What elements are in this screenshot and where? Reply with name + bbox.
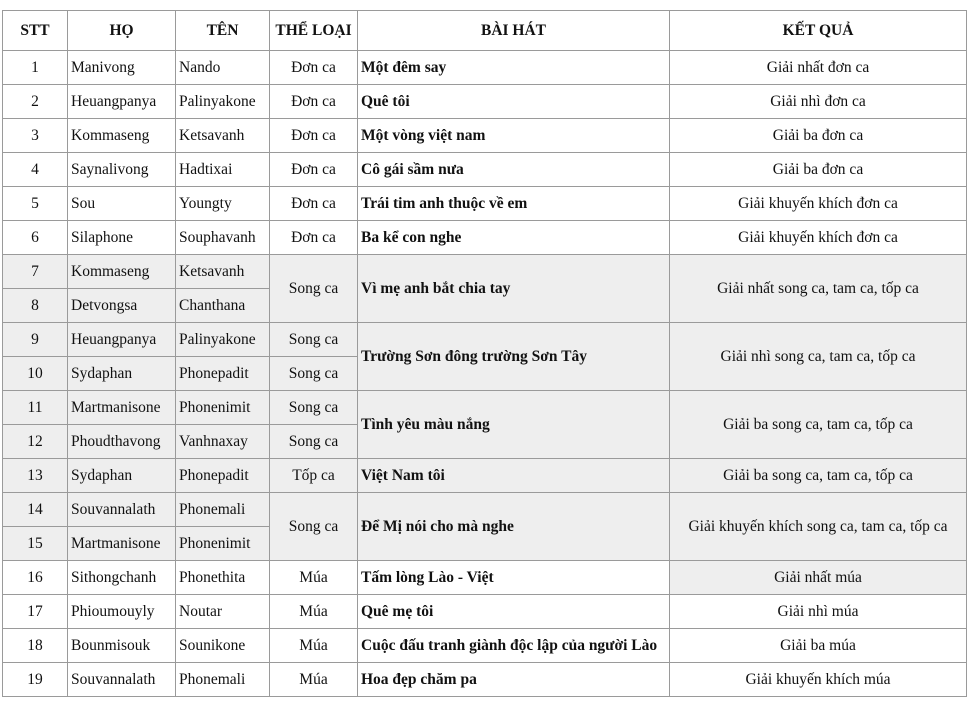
table-row (3, 493, 967, 527)
cell-bai-hat: Một đêm say (358, 51, 670, 85)
cell-stt: 3 (3, 119, 68, 153)
cell-the-loai: Đơn ca (270, 85, 358, 119)
cell-ten: Phonemali (176, 493, 270, 527)
cell-ten: Vanhnaxay (176, 425, 270, 459)
cell-bai-hat: Tấm lòng Lào - Việt (358, 561, 670, 595)
cell-the-loai: Múa (270, 663, 358, 697)
cell-ket-qua: Giải ba đơn ca (670, 153, 967, 187)
cell-stt: 10 (3, 357, 68, 391)
cell-stt: 18 (3, 629, 68, 663)
cell-ho: Silaphone (68, 221, 176, 255)
cell-ten: Noutar (176, 595, 270, 629)
cell-bai-hat: Ba kể con nghe (358, 221, 670, 255)
cell-the-loai: Song ca (270, 357, 358, 391)
table-row (3, 561, 967, 595)
cell-ho: Saynalivong (68, 153, 176, 187)
cell-ho: Sydaphan (68, 357, 176, 391)
cell-ten: Phonenimit (176, 391, 270, 425)
results-table (2, 10, 967, 697)
cell-ho: Sydaphan (68, 459, 176, 493)
cell-stt: 16 (3, 561, 68, 595)
cell-stt: 5 (3, 187, 68, 221)
cell-stt: 7 (3, 255, 68, 289)
cell-ho: Souvannalath (68, 663, 176, 697)
header-bai-hat: BÀI HÁT (358, 11, 670, 51)
cell-ho: Detvongsa (68, 289, 176, 323)
cell-bai-hat: Một vòng việt nam (358, 119, 670, 153)
cell-ket-qua: Giải khuyến khích đơn ca (670, 187, 967, 221)
cell-ten: Palinyakone (176, 85, 270, 119)
cell-the-loai: Đơn ca (270, 221, 358, 255)
cell-the-loai: Múa (270, 561, 358, 595)
cell-the-loai: Đơn ca (270, 187, 358, 221)
cell-ket-qua: Giải nhất song ca, tam ca, tốp ca (670, 255, 967, 323)
cell-bai-hat: Để Mị nói cho mà nghe (358, 493, 670, 561)
cell-the-loai: Đơn ca (270, 119, 358, 153)
cell-the-loai: Đơn ca (270, 153, 358, 187)
cell-stt: 9 (3, 323, 68, 357)
cell-the-loai: Múa (270, 595, 358, 629)
cell-ho: Souvannalath (68, 493, 176, 527)
cell-stt: 6 (3, 221, 68, 255)
cell-ket-qua: Giải nhì múa (670, 595, 967, 629)
cell-ho: Heuangpanya (68, 85, 176, 119)
cell-stt: 13 (3, 459, 68, 493)
header-row (3, 11, 967, 51)
cell-stt: 14 (3, 493, 68, 527)
cell-stt: 1 (3, 51, 68, 85)
table-row (3, 595, 967, 629)
cell-ket-qua: Giải nhất đơn ca (670, 51, 967, 85)
cell-bai-hat: Vì mẹ anh bắt chia tay (358, 255, 670, 323)
cell-ten: Hadtixai (176, 153, 270, 187)
cell-ket-qua: Giải ba đơn ca (670, 119, 967, 153)
cell-stt: 19 (3, 663, 68, 697)
header-the-loai: THỂ LOẠI (270, 11, 358, 51)
table-row (3, 663, 967, 697)
cell-the-loai: Song ca (270, 391, 358, 425)
cell-bai-hat: Tình yêu màu nắng (358, 391, 670, 459)
cell-ho: Sithongchanh (68, 561, 176, 595)
cell-stt: 12 (3, 425, 68, 459)
cell-the-loai: Song ca (270, 493, 358, 561)
cell-ket-qua: Giải nhì song ca, tam ca, tốp ca (670, 323, 967, 391)
cell-ten: Phonenimit (176, 527, 270, 561)
table-row (3, 323, 967, 357)
cell-bai-hat: Việt Nam tôi (358, 459, 670, 493)
cell-the-loai: Múa (270, 629, 358, 663)
cell-ho: Phoudthavong (68, 425, 176, 459)
cell-ho: Heuangpanya (68, 323, 176, 357)
table-row (3, 221, 967, 255)
cell-stt: 2 (3, 85, 68, 119)
cell-bai-hat: Cô gái sầm nưa (358, 153, 670, 187)
cell-ho: Martmanisone (68, 527, 176, 561)
table-row (3, 391, 967, 425)
cell-the-loai: Song ca (270, 323, 358, 357)
cell-ho: Manivong (68, 51, 176, 85)
cell-ho: Phioumouyly (68, 595, 176, 629)
cell-ho: Kommaseng (68, 119, 176, 153)
cell-ten: Youngty (176, 187, 270, 221)
cell-bai-hat: Quê tôi (358, 85, 670, 119)
table-row (3, 85, 967, 119)
cell-ten: Phonepadit (176, 459, 270, 493)
cell-stt: 4 (3, 153, 68, 187)
cell-bai-hat: Trường Sơn đông trường Sơn Tây (358, 323, 670, 391)
table-row (3, 187, 967, 221)
table-row (3, 255, 967, 289)
cell-ket-qua: Giải nhì đơn ca (670, 85, 967, 119)
cell-ten: Ketsavanh (176, 255, 270, 289)
header-stt: STT (3, 11, 68, 51)
cell-ket-qua: Giải ba song ca, tam ca, tốp ca (670, 391, 967, 459)
cell-ket-qua: Giải nhất múa (670, 561, 967, 595)
table-row (3, 629, 967, 663)
cell-the-loai: Song ca (270, 425, 358, 459)
cell-ket-qua: Giải khuyến khích múa (670, 663, 967, 697)
cell-ket-qua: Giải ba song ca, tam ca, tốp ca (670, 459, 967, 493)
table-row (3, 119, 967, 153)
cell-ho: Martmanisone (68, 391, 176, 425)
cell-ten: Souphavanh (176, 221, 270, 255)
cell-ket-qua: Giải khuyến khích song ca, tam ca, tốp ca (670, 493, 967, 561)
table-row (3, 51, 967, 85)
cell-ten: Ketsavanh (176, 119, 270, 153)
cell-ten: Sounikone (176, 629, 270, 663)
cell-bai-hat: Trái tim anh thuộc về em (358, 187, 670, 221)
cell-ho: Kommaseng (68, 255, 176, 289)
cell-ten: Nando (176, 51, 270, 85)
cell-stt: 8 (3, 289, 68, 323)
header-ten: TÊN (176, 11, 270, 51)
cell-bai-hat: Cuộc đấu tranh giành độc lập của người Lào (358, 629, 670, 663)
cell-ho: Bounmisouk (68, 629, 176, 663)
table-row (3, 459, 967, 493)
cell-ten: Phonethita (176, 561, 270, 595)
cell-ket-qua: Giải ba múa (670, 629, 967, 663)
cell-stt: 11 (3, 391, 68, 425)
cell-ten: Phonemali (176, 663, 270, 697)
cell-the-loai: Đơn ca (270, 51, 358, 85)
table-row (3, 153, 967, 187)
header-ket-qua: KẾT QUẢ (670, 11, 967, 51)
header-ho: HỌ (68, 11, 176, 51)
cell-bai-hat: Hoa đẹp chăm pa (358, 663, 670, 697)
cell-ket-qua: Giải khuyến khích đơn ca (670, 221, 967, 255)
cell-bai-hat: Quê mẹ tôi (358, 595, 670, 629)
cell-ho: Sou (68, 187, 176, 221)
cell-ten: Chanthana (176, 289, 270, 323)
cell-the-loai: Tốp ca (270, 459, 358, 493)
cell-ten: Phonepadit (176, 357, 270, 391)
cell-stt: 15 (3, 527, 68, 561)
cell-stt: 17 (3, 595, 68, 629)
cell-ten: Palinyakone (176, 323, 270, 357)
cell-the-loai: Song ca (270, 255, 358, 323)
